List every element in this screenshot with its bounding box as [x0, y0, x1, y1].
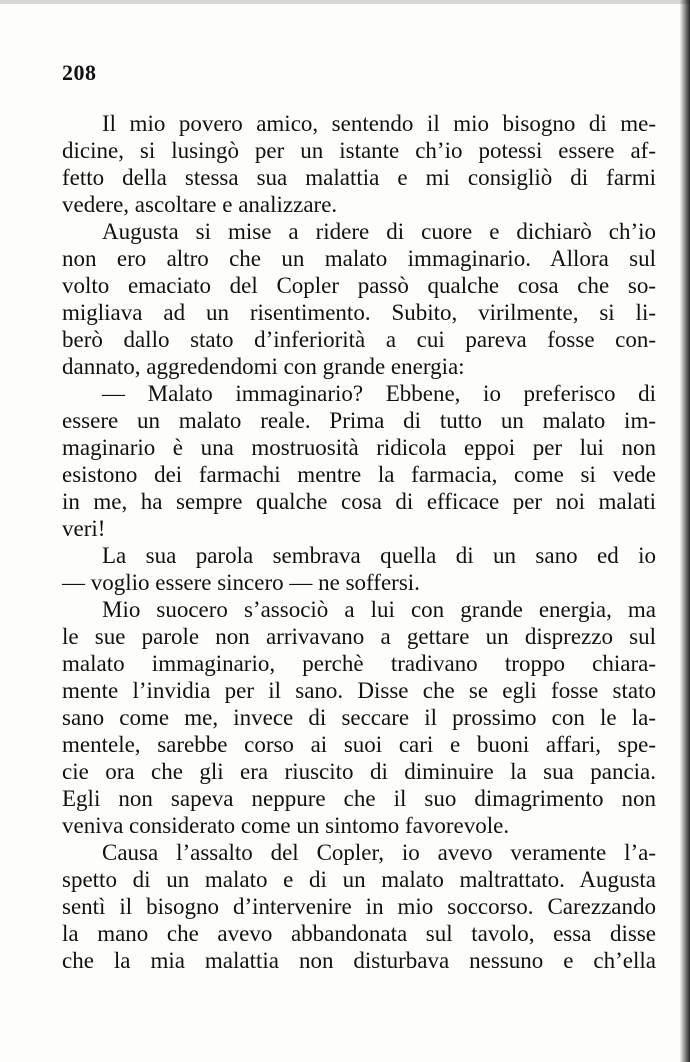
text-line: mente l’invidia per il sano. Disse che se egli fosse stato — [62, 678, 656, 703]
page-number: 208 — [62, 60, 97, 85]
text-line: vedere, ascoltare e analizzare. — [62, 192, 338, 217]
text-line: veniva considerato come un sintomo favorevole. — [62, 813, 510, 838]
text-line: le sue parole non arrivavano a gettare un disprezzo sul — [62, 624, 656, 649]
text-line: dicine, si lusingò per un istante ch’io potessi essere af- — [62, 138, 656, 163]
text-line: — voglio essere sincero — ne soffersi. — [62, 570, 420, 595]
text-line: Augusta si mise a ridere di cuore e dichiarò ch’io — [102, 219, 656, 244]
text-line: La sua parola sembrava quella di un sano ed io — [102, 543, 656, 568]
text-line: Mio suocero s’associò a lui con grande energia, ma — [102, 597, 656, 622]
text-line: in me, ha sempre qualche cosa di efficace per noi malati — [62, 489, 656, 514]
text-line: maginario è una mostruosità ridicola eppoi per lui non — [62, 435, 656, 460]
text-line: sano come me, invece di seccare il prossimo con le la- — [62, 705, 656, 730]
text-line: la mano che avevo abbandonata sul tavolo, essa disse — [62, 921, 656, 946]
text-line: dannato, aggredendomi con grande energia: — [62, 354, 465, 379]
text-line: Il mio povero amico, sentendo il mio bisogno di me- — [102, 111, 656, 136]
text-line: malato immaginario, perchè tradivano troppo chiara- — [62, 651, 656, 676]
text-line: migliava ad un risentimento. Subito, virilmente, si li- — [62, 300, 656, 325]
text-line: Egli non sapeva neppure che il suo dimagrimento non — [62, 786, 656, 811]
text-line: mentele, sarebbe corso ai suoi cari e buoni affari, spe- — [62, 732, 656, 757]
text-line: esistono dei farmachi mentre la farmacia, come si vede — [62, 462, 656, 487]
body-text — [62, 110, 656, 974]
text-line: spetto di un malato e di un malato maltrattato. Augusta — [62, 867, 656, 892]
page-top-shadow — [0, 0, 690, 4]
text-line: non ero altro che un malato immaginario. Allora sul — [62, 246, 656, 271]
text-line: volto emaciato del Copler passò qualche cosa che so- — [62, 273, 656, 298]
text-line: Causa l’assalto del Copler, io avevo veramente l’a- — [102, 840, 656, 865]
text-line: cie ora che gli era riuscito di diminuire la sua pancia. — [62, 759, 656, 784]
text-line: essere un malato reale. Prima di tutto un malato im- — [62, 408, 656, 433]
text-line: — Malato immaginario? Ebbene, io preferisco di — [102, 381, 656, 406]
text-line: veri! — [62, 516, 106, 541]
text-line: sentì il bisogno d’intervenire in mio soccorso. Carezzando — [62, 894, 656, 919]
text-line: che la mia malattia non disturbava nessuno e ch’ella — [62, 948, 656, 973]
text-line: berò dallo stato d’inferiorità a cui pareva fosse con- — [62, 327, 656, 352]
page-edge-shadow — [680, 0, 690, 1062]
text-line: fetto della stessa sua malattia e mi consigliò di farmi — [62, 165, 656, 190]
